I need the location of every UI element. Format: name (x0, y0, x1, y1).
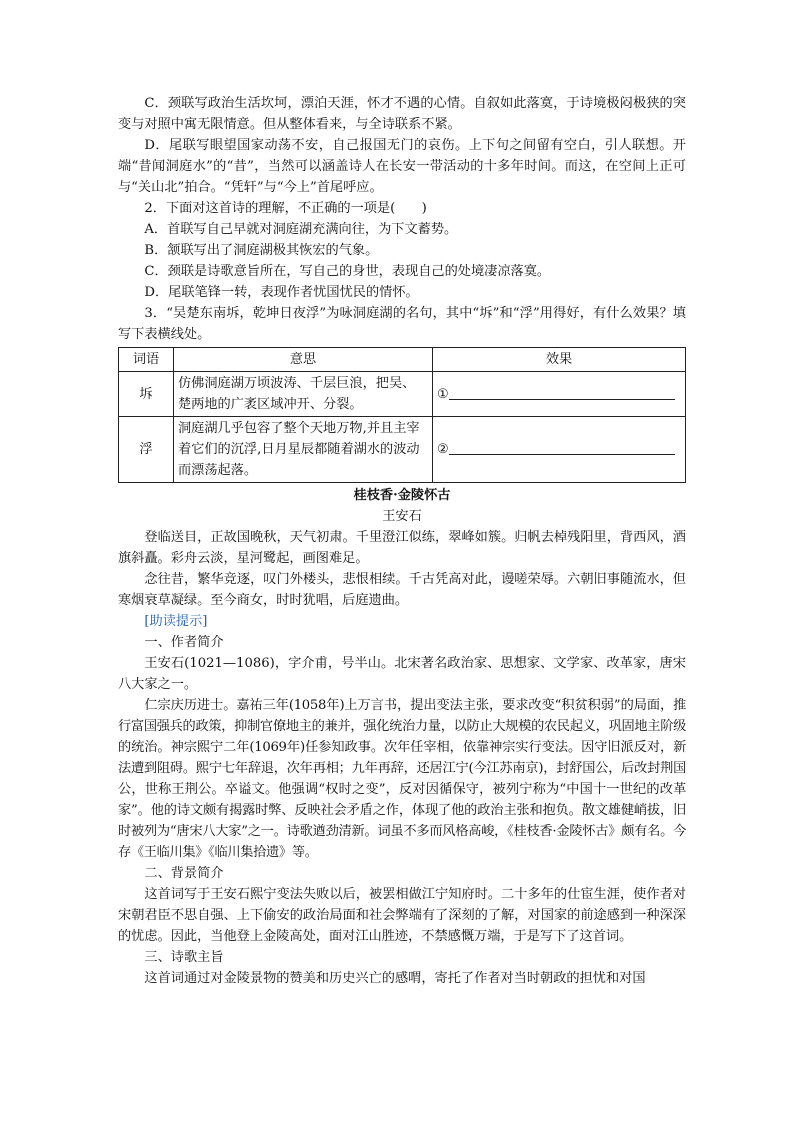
table-cell-word: 坼 (119, 372, 174, 417)
table-cell-meaning: 洞庭湖几乎包容了整个天地万物,并且主宰着它们的沉浮,日月星辰都随着湖水的波动而漂荡起落。 (174, 417, 433, 483)
q1-option-d: D．尾联写眼望国家动荡不安，自己报国无门的哀伤。上下句之间留有空白，引人联想。开端“昔闻洞庭水”的“昔”，当然可以涵盖诗人在长安一带活动的十多年时间。而这，在空间上正可与“关山北”拍合。“凭轩”与“今上”首尾呼应。 (118, 138, 686, 195)
table-header-row (119, 348, 686, 372)
table-cell-effect (433, 372, 686, 417)
answer-blank[interactable] (449, 440, 675, 455)
q2-option-c: C．颈联是诗歌意旨所在，写自己的身世，表现自己的处境凄凉落寞。 (144, 264, 551, 279)
table-cell-effect (433, 417, 686, 483)
blank-marker: ① (437, 386, 449, 402)
section-paragraph: 王安石(1021—1086)，字介甫，号半山。北宋著名政治家、思想家、文学家、改革家，唐宋八大家之一。 (118, 656, 686, 692)
q3-stem: 3．“吴楚东南坼，乾坤日夜浮”为咏洞庭湖的名句，其中“坼”和“浮”用得好，有什么效果？填写下表横线处。 (118, 306, 686, 342)
poem-stanza: 登临送目，正故国晚秋，天气初肃。千里澄江似练，翠峰如簇。归帆去棹残阳里，背西风，酒旗斜矗。彩舟云淡，星河鹭起，画图难足。 (118, 530, 686, 566)
table-header: 效果 (433, 348, 686, 372)
table-cell-word: 浮 (119, 417, 174, 483)
section-heading: 三、诗歌主旨 (144, 950, 224, 965)
q1-option-c: C．颈联写政治生活坎坷，漂泊天涯，怀才不遇的心情。自叙如此落寞，于诗境极闷极狭的突变与对照中寓无限情意。但从整体看来，与全诗联系不紧。 (118, 96, 686, 132)
answer-blank[interactable] (449, 385, 675, 400)
section-paragraph: 仁宗庆历进士。嘉祐三年(1058年)上万言书，提出变法主张，要求改变“积贫积弱”的局面，推行富国强兵的政策，抑制官僚地主的兼并，强化统治力量，以防止大规模的农民起义，巩固地主阶级的统治。神宗熙宁二年(1069年)任参知政事。次年任宰相，依靠神宗实行变法。因守旧派反对，新法遭到阻碍。熙宁七年辞退，次年再相；九年再辞，还居江宁(今江苏南京)，封舒国公，后改封荆国公，世称王荆公。卒谥文。他强调“权时之变”，反对因循保守，被列宁称为“中国十一世纪的改革家”。他的诗文颇有揭露时弊、反映社会矛盾之作，体现了他的政治主张和抱负。散文雄健峭拔，旧时被列为“唐宋八大家”之一。诗歌遒劲清新。词虽不多而风格高峻，《桂枝香·金陵怀古》颇有名。今存《王临川集》《临川集拾遗》等。 (118, 698, 686, 860)
q2-option-a: A．首联写自己早就对洞庭湖充满向往，为下文蓄势。 (144, 222, 458, 237)
poem-title: 桂枝香·金陵怀古 (353, 488, 451, 503)
q2-option-b: B．颔联写出了洞庭湖极其恢宏的气象。 (144, 243, 379, 258)
table-row (119, 372, 686, 417)
blank-marker: ② (437, 442, 449, 457)
q3-table (118, 347, 686, 483)
table-header: 词语 (119, 348, 174, 372)
section-paragraph: 这首词通过对金陵景物的赞美和历史兴亡的感喟，寄托了作者对当时朝政的担忧和对国 (144, 971, 646, 986)
table-row (119, 417, 686, 483)
table-cell-meaning: 仿佛洞庭湖万顷波涛、千层巨浪，把吴、楚两地的广袤区域冲开、分裂。 (174, 372, 433, 417)
section-paragraph: 这首词写于王安石熙宁变法失败以后，被罢相做江宁知府时。二十多年的仕宦生涯，使作者对宋朝君臣不思自强、上下偷安的政治局面和社会弊端有了深刻的了解，对国家的前途感到一种深深的忧虑。因此，当他登上金陵高处，面对江山胜迹，不禁感慨万端，于是写下了这首词。 (118, 887, 686, 944)
poem-author: 王安石 (382, 509, 422, 524)
document-page (118, 93, 686, 989)
section-heading: 二、背景简介 (144, 866, 224, 881)
q2-option-d: D．尾联笔锋一转，表现作者忧国忧民的情怀。 (144, 285, 419, 300)
guide-label: [助读提示] (144, 614, 208, 629)
section-heading: 一、作者简介 (144, 635, 224, 650)
q2-stem: 2．下面对这首诗的理解，不正确的一项是( ) (144, 201, 427, 216)
table-header: 意思 (174, 348, 433, 372)
poem-stanza: 念往昔，繁华竞逐，叹门外楼头，悲恨相续。千古凭高对此，谩嗟荣辱。六朝旧事随流水，但寒烟衰草凝绿。至今商女，时时犹唱，后庭遗曲。 (118, 572, 686, 608)
